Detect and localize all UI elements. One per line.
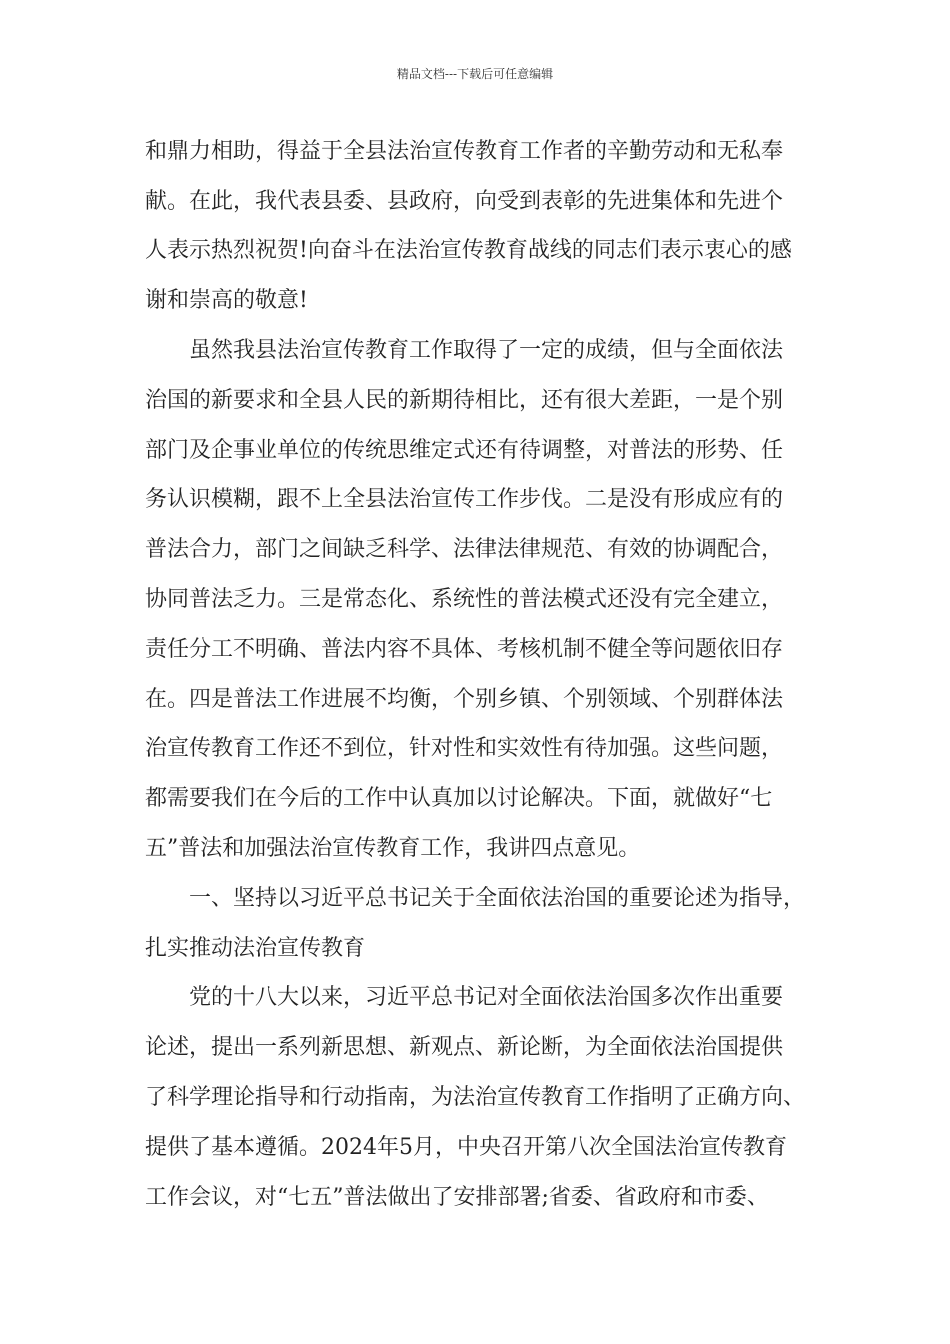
paragraph-first-line: 党的十八大以来，习近平总书记对全面依法治国多次作出重要 xyxy=(189,985,784,1010)
body-line: 协同普法乏力。三是常态化、系统性的普法模式还没有完全建立， xyxy=(145,587,784,612)
body-line: 提供了基本遵循。2024年5月，中央召开第八次全国法治宣传教育 xyxy=(145,1135,787,1160)
body-line: 了科学理论指导和行动指南，为法治宣传教育工作指明了正确方向、 xyxy=(145,1085,806,1110)
body-line: 献。在此，我代表县委、县政府，向受到表彰的先进集体和先进个 xyxy=(145,189,784,214)
body-line: 在。四是普法工作进展不均衡，个别乡镇、个别领域、个别群体法 xyxy=(145,687,784,712)
body-line: 责任分工不明确、普法内容不具体、考核机制不健全等问题依旧存 xyxy=(145,637,784,662)
body-line: 和鼎力相助，得益于全县法治宣传教育工作者的辛勤劳动和无私奉 xyxy=(145,139,784,164)
page-header: 精品文档---下载后可任意编辑 xyxy=(396,67,554,81)
body-line: 部门及企事业单位的传统思维定式还有待调整，对普法的形势、任 xyxy=(145,438,784,463)
body-line: 谢和崇高的敬意! xyxy=(145,288,308,313)
body-line: 治宣传教育工作还不到位，针对性和实效性有待加强。这些问题， xyxy=(145,736,784,761)
body-line: 五”普法和加强法治宣传教育工作，我讲四点意见。 xyxy=(145,836,641,861)
body-line: 治国的新要求和全县人民的新期待相比，还有很大差距，一是个别 xyxy=(145,388,784,413)
body-line: 工作会议，对“七五”普法做出了安排部署;省委、省政府和市委、 xyxy=(145,1185,769,1210)
body-line: 人表示热烈祝贺!向奋斗在法治宣传教育战线的同志们表示衷心的感 xyxy=(145,238,792,263)
body-line: 都需要我们在今后的工作中认真加以讨论解决。下面，就做好“七 xyxy=(145,786,773,811)
body-line: 务认识模糊，跟不上全县法治宣传工作步伐。二是没有形成应有的 xyxy=(145,487,784,512)
paragraph-first-line: 虽然我县法治宣传教育工作取得了一定的成绩，但与全面依法 xyxy=(189,338,784,363)
section-heading-line: 扎实推动法治宣传教育 xyxy=(145,936,366,961)
body-line: 论述，提出一系列新思想、新观点、新论断，为全面依法治国提供 xyxy=(145,1035,784,1060)
section-heading-line: 一、坚持以习近平总书记关于全面依法治国的重要论述为指导， xyxy=(189,886,806,911)
body-line: 普法合力，部门之间缺乏科学、法律法律规范、有效的协调配合， xyxy=(145,537,784,562)
